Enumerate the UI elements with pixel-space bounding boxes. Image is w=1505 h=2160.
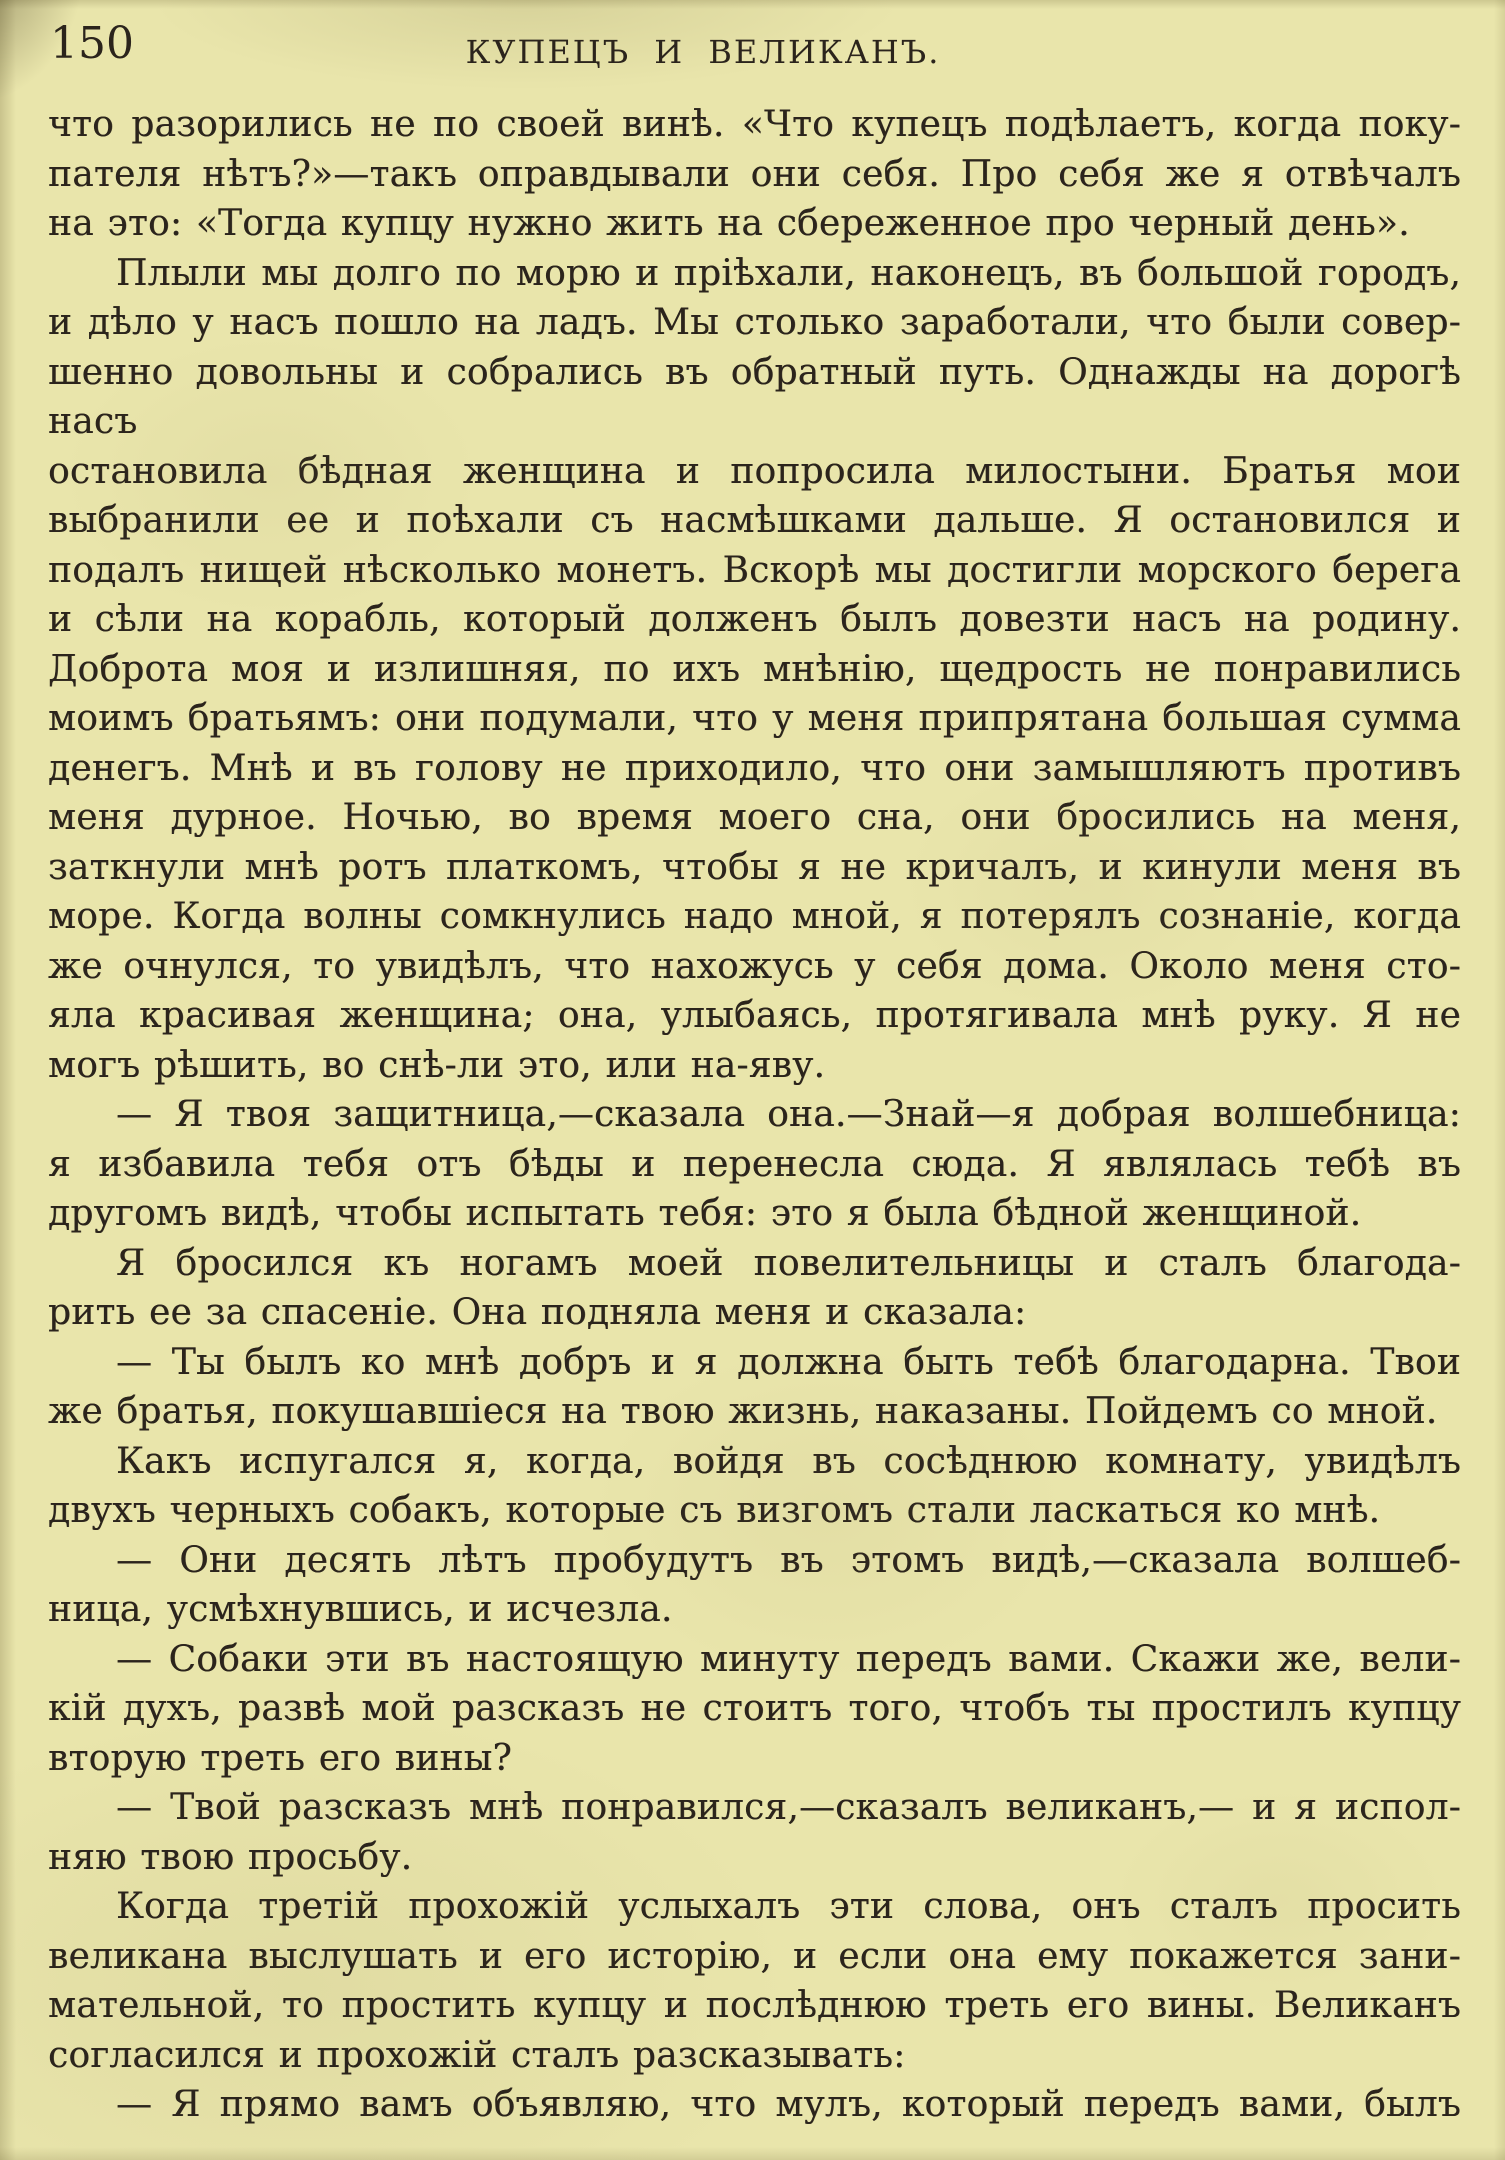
page-text bbox=[48, 100, 1461, 2130]
text-line: Я бросился къ ногамъ моей повелительницы и сталъ благода- bbox=[116, 1242, 1461, 1284]
text-line: остановила бѣдная женщина и попросила милостыни. Братья мои bbox=[48, 450, 1461, 492]
text-line: Когда третій прохожій услыхалъ эти слова, онъ сталъ просить bbox=[116, 1886, 1461, 1927]
text-line: Плыли мы долго по морю и пріѣхали, наконецъ, въ большой городъ, bbox=[116, 252, 1461, 294]
text-line: моимъ братьямъ: они подумали, что у меня припрятана большая сумма bbox=[48, 698, 1461, 739]
text-line: — Ты былъ ко мнѣ добръ и я должна быть тебѣ благодарна. Твои bbox=[116, 1341, 1461, 1383]
text-line: что разорились не по своей винѣ. «Что купецъ подѣлаетъ, когда поку- bbox=[48, 104, 1461, 145]
text-line: — Твой разсказъ мнѣ понравился,—сказалъ великанъ,— и я испол- bbox=[116, 1787, 1461, 1828]
text-line: на это: «Тогда купцу нужно жить на сбереженное про черный день». bbox=[48, 203, 1410, 244]
text-line: подалъ нищей нѣсколько монетъ. Вскорѣ мы достигли морского берега bbox=[48, 549, 1461, 591]
text-line: Какъ испугался я, когда, войдя въ сосѣднюю комнату, увидѣлъ bbox=[116, 1440, 1461, 1482]
text-line: же очнулся, то увидѣлъ, что нахожусь у себя дома. Около меня сто- bbox=[48, 945, 1461, 987]
text-line: могъ рѣшить, во снѣ-ли это, или на-яву. bbox=[48, 1044, 826, 1086]
text-line: — Собаки эти въ настоящую минуту передъ вами. Скажи же, вели- bbox=[116, 1638, 1461, 1680]
text-line: двухъ черныхъ собакъ, которые съ визгомъ стали ласкаться ко мнѣ. bbox=[48, 1490, 1381, 1531]
text-line: Доброта моя и излишняя, по ихъ мнѣнію, щедрость не понравились bbox=[48, 648, 1461, 690]
text-line: и дѣло у насъ пошло на ладъ. Мы столько заработали, что были совер- bbox=[48, 302, 1461, 343]
text-line: мательной, то простить купцу и послѣднюю треть его вины. Великанъ bbox=[48, 1985, 1461, 2026]
text-line: — Я твоя защитница,—сказала она.—Знай—я добрая волшебница: bbox=[116, 1094, 1461, 1135]
text-line: пателя нѣтъ?»—такъ оправдывали они себя. Про себя же я отвѣчалъ bbox=[48, 153, 1461, 195]
text-line: рить ее за спасеніе. Она подняла меня и сказала: bbox=[48, 1292, 1027, 1333]
text-line: я избавила тебя отъ бѣды и перенесла сюда. Я являлась тебѣ въ bbox=[48, 1143, 1461, 1185]
page-number: 150 bbox=[50, 18, 134, 69]
text-line: няю твою просьбу. bbox=[48, 1836, 413, 1878]
text-line: денегъ. Мнѣ и въ голову не приходило, что они замышляютъ противъ bbox=[48, 747, 1461, 789]
running-title: КУПЕЦЪ И ВЕЛИКАНЪ. bbox=[465, 33, 941, 71]
text-line: вторую треть его вины? bbox=[48, 1737, 512, 1779]
text-line: другомъ видѣ, чтобы испытать тебя: это я была бѣдной женщиной. bbox=[48, 1193, 1362, 1234]
text-line: и сѣли на корабль, который долженъ былъ довезти насъ на родину. bbox=[48, 599, 1461, 640]
text-line: кій духъ, развѣ мой разсказъ не стоитъ того, чтобъ ты простилъ купцу bbox=[48, 1688, 1461, 1729]
text-line: великана выслушать и его исторію, и если она ему покажется зани- bbox=[48, 1935, 1461, 1977]
text-line: ница, усмѣхнувшись, и исчезла. bbox=[48, 1589, 673, 1630]
text-line: согласился и прохожій сталъ разсказывать: bbox=[48, 2034, 906, 2076]
text-line: заткнули мнѣ ротъ платкомъ, чтобы я не кричалъ, и кинули меня въ bbox=[48, 846, 1461, 888]
text-line: море. Когда волны сомкнулись надо мной, я потерялъ сознаніе, когда bbox=[48, 896, 1461, 937]
text-line: шенно довольны и собрались въ обратный путь. Однажды на дорогѣ насъ bbox=[48, 351, 1461, 442]
text-line: меня дурное. Ночью, во время моего сна, они бросились на меня, bbox=[48, 797, 1461, 838]
text-line: — Они десять лѣтъ пробудутъ въ этомъ видѣ,—сказала волшеб- bbox=[116, 1539, 1461, 1581]
page-header bbox=[0, 0, 1505, 90]
text-line: же братья, покушавшіеся на твою жизнь, наказаны. Пойдемъ со мной. bbox=[48, 1391, 1438, 1432]
text-line: яла красивая женщина; она, улыбаясь, протягивала мнѣ руку. Я не bbox=[48, 995, 1461, 1036]
text-line: выбранили ее и поѣхали съ насмѣшками дальше. Я остановился и bbox=[48, 500, 1461, 541]
text-line: — Я прямо вамъ объявляю, что мулъ, который передъ вами, былъ bbox=[116, 2084, 1461, 2125]
